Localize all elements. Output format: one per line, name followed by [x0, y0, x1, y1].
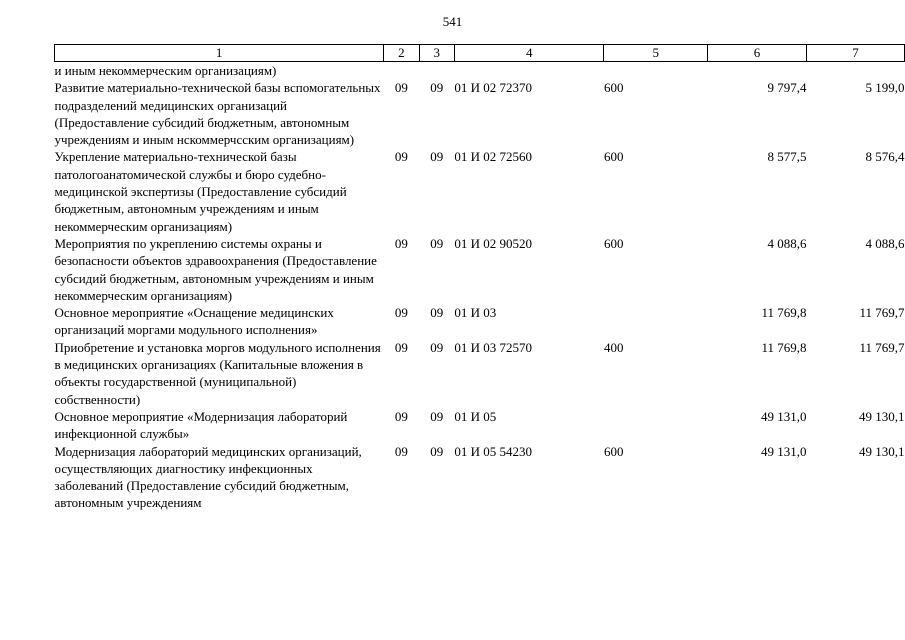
row-target-code: 01 И 02 72560: [454, 149, 533, 165]
row-expense-type: [604, 62, 708, 80]
row-subsection: 09: [430, 80, 444, 96]
row-expense-type: [604, 304, 708, 339]
row-amount-2: 5 199,0: [865, 80, 905, 96]
column-header-7: 7: [806, 45, 904, 62]
row-amount-1: 9 797,4: [767, 80, 807, 96]
row-amount-2: 49 130,1: [859, 408, 905, 424]
row-name: Развитие материально-технической базы вспомогательных подразделений медицинских организаций (Предоставление субсидий бюджетным, автономным учреждениям и иным нскоммерчсским организациям): [54, 80, 381, 148]
row-name: Основное мероприятие «Оснащение медицинских организаций моргами модульного исполнения»: [54, 305, 334, 338]
row-amount-2: 11 769,7: [859, 305, 905, 321]
row-amount-2: 49 130,1: [859, 443, 905, 459]
row-amount-1: 49 131,0: [760, 408, 807, 424]
row-name: Укрепление материально-технической базы патологоанатомической службы и бюро судебно-медицинской экспертизы (Предоставление субсидий бюджетным, автономным учреждениям и иным некоммерческим организациям): [54, 149, 347, 234]
row-amount-1: 11 769,8: [761, 305, 807, 321]
column-header-4: 4: [454, 45, 604, 62]
row-subsection: 09: [430, 235, 444, 251]
row-section: 09: [394, 408, 408, 424]
row-expense-type: 600: [603, 443, 624, 459]
row-target-code: [454, 62, 604, 80]
row-section: 09: [394, 235, 408, 251]
row-subsection: 09: [430, 443, 444, 459]
table-row: [55, 148, 905, 234]
row-expense-type: 600: [603, 80, 624, 96]
row-name: Основное мероприятие «Модернизация лабораторий инфекционной службы»: [54, 408, 348, 442]
row-subsection: [419, 62, 454, 80]
column-header-6: 6: [708, 45, 807, 62]
table-row: [55, 443, 905, 512]
column-header-1: 1: [55, 45, 384, 62]
row-section: 09: [394, 443, 408, 459]
row-expense-type: [604, 408, 708, 443]
row-section: 09: [394, 305, 408, 321]
row-target-code: 01 И 02 90520: [454, 235, 533, 251]
row-target-code: 01 И 05 54230: [454, 443, 533, 459]
row-expense-type: 400: [603, 339, 624, 355]
table-row: [55, 304, 905, 339]
table-row: [55, 235, 905, 304]
row-amount-1: 4 088,6: [767, 235, 807, 251]
row-amount-1: 11 769,8: [761, 339, 807, 355]
row-expense-type: 600: [603, 149, 624, 165]
row-expense-type: 600: [603, 235, 624, 251]
row-amount-2: 8 576,4: [865, 149, 905, 165]
table-row: [55, 79, 905, 148]
row-amount-1: [708, 62, 807, 80]
row-subsection: 09: [430, 149, 444, 165]
table-header-row: [55, 45, 905, 62]
table-row: [55, 62, 905, 80]
row-section: 09: [394, 339, 408, 355]
table-row: [55, 408, 905, 443]
row-amount-2: 4 088,6: [865, 235, 905, 251]
row-target-code: 01 И 02 72370: [454, 80, 533, 96]
row-subsection: 09: [430, 305, 444, 321]
row-section: 09: [394, 149, 408, 165]
row-name: Модернизация лабораторий медицинских организаций, осуществляющих диагностику инфекционных заболеваний (Предоставление субсидий бюджетным, автономным учреждениям: [54, 443, 362, 511]
table-row: [55, 339, 905, 408]
row-section: [384, 62, 419, 80]
row-section: 09: [394, 80, 408, 96]
row-subsection: 09: [430, 339, 444, 355]
column-header-2: 2: [384, 45, 419, 62]
row-name: и иным некоммерческим организациям): [54, 63, 277, 78]
budget-table: [54, 44, 905, 512]
row-amount-1: 49 131,0: [760, 443, 807, 459]
column-header-5: 5: [604, 45, 708, 62]
row-target-code: 01 И 03: [454, 305, 497, 321]
row-name: Приобретение и установка моргов модульного исполнения в медицинских организациях (Капитальные вложения в объекты государственной (муниципальной) собственности): [54, 339, 381, 407]
row-name: Мероприятия по укреплению системы охраны и безопасности объектов здравоохранения (Предоставление субсидий бюджетным, автономным учреждениям и иным некоммерческим организациям): [54, 235, 377, 303]
row-amount-1: 8 577,5: [767, 149, 807, 165]
row-target-code: 01 И 05: [454, 408, 497, 424]
page-number: 541: [442, 14, 463, 29]
row-subsection: 09: [430, 408, 444, 424]
row-amount-2: [806, 62, 904, 80]
column-header-3: 3: [419, 45, 454, 62]
row-target-code: 01 И 03 72570: [454, 339, 533, 355]
row-amount-2: 11 769,7: [859, 339, 905, 355]
